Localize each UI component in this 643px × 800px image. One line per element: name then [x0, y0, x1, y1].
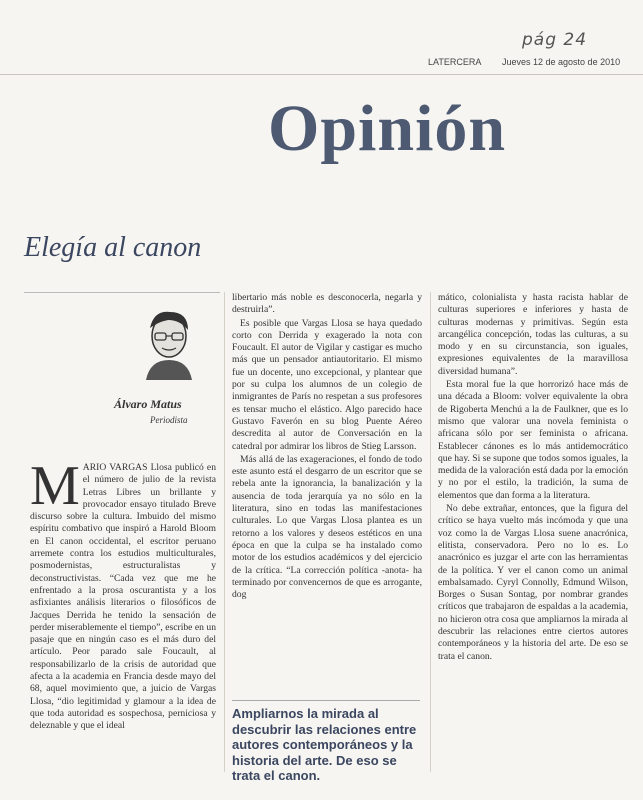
paragraph: ARIO VARGAS Llosa publicó en el número de julio de la revista Letras Libres un brillante y provocador ensayo titulado Breve discurso sobre la cultura. Imbuido del mismo espíritu combativo que inspiró a Harold Bloom en El canon occidental, el escritor peruano arremete contra los estudios multiculturales, posmodernistas, estructuralistas y deconstructivistas. “Cada vez que me he enfrentado a la prosa oscurantista y a los asfixiantes análisis literarios o filosóficos de Jacques Derrida he tenido la sensación de perder miserablemente el tiempo”, escribe en un pasaje que en ningún caso es el más duro del artículo. Peor parado sale Foucault, al responsabilizarlo de la crisis de autoridad que afecta a la academia en Francia desde mayo del 68, aquel movimiento que, a juicio de Vargas Llosa, “dio legitimidad y glamour a la idea de que toda autoridad es sospechosa, perniciosa y deleznable y que el ideal: [30, 462, 216, 732]
paragraph: No debe extrañar, entonces, que la figura del crítico se haya vuelto más incómoda y que una voz como la de Vargas Llosa suene anacrónica, elitista, conservadora. Pero no lo es. Lo anacrónico es juzgar el arte con las herramientas de la política. Y ver el canon como un animal embalsamado. Cyryl Connolly, Edmund Wilson, Borges o Susan Sontag, por nombrar grandes críticos que trabajaron de espaldas a la academia, no hicieron otra cosa que ampliarnos la mirada al descubrir las relaciones entre ciertos autores contemporáneos y la historia del arte. De eso se trata el canon.: [438, 503, 628, 662]
paragraph: libertario más noble es desconocerla, negarla y destruirla”.: [232, 292, 422, 316]
section-title: Opinión: [268, 92, 507, 165]
article-column-3: [438, 292, 628, 664]
column-divider: [430, 292, 431, 772]
handwritten-page-note: pág 24: [522, 30, 588, 50]
author-name: Álvaro Matus: [114, 397, 182, 411]
author-role: Periodista: [150, 415, 188, 425]
drop-cap: M: [30, 455, 80, 517]
pull-quote: Ampliarnos la mirada al descubrir las relaciones entre autores contemporáneos y la historia del arte. De eso se trata el canon.: [232, 706, 417, 783]
newspaper-name: LATERCERA: [428, 57, 482, 67]
issue-date: Jueves 12 de agosto de 2010: [502, 57, 621, 67]
article-column-1: [30, 455, 216, 734]
paragraph: Más allá de las exageraciones, el fondo de todo este asunto está el desgarro de un escritor que se rebela ante la ignorancia, la banalización y la ausencia de toda jerarquía ya no sólo en la literatura, sino en todas las manifestaciones culturales. Lo que Vargas Llosa plantea es un retorno a los valores y deseos estéticos en una época en que la culpa se ha instalado como motor de los estudios académicos y del ejercicio de la crítica. “La corrección política -anota- ha terminado por convencernos de que es arrogante, dog: [232, 453, 422, 601]
paragraph: Esta moral fue la que horrorizó hace más de una década a Bloom: volver equivalente la obra de Rigoberta Menchú a la de Faulkner, que es lo mismo que valorar una novela feminista o africana sólo por ser feminista o africana. Establecer cánones es lo más antidemocrático que hay. Si se supone que todos somos iguales, la medida de la valoración está dada por la emoción y no por el estilo, la tradición, la suma de elementos que dan forma a la literatura.: [438, 379, 628, 501]
article-title: Elegía al canon: [24, 232, 202, 263]
article-column-2: [232, 292, 422, 602]
paragraph: Es posible que Vargas Llosa se haya quedado corto con Derrida y exagerado la nota con Foucault. El autor de Vigilar y castigar es mucho más que un pensador antiautoritario. El mismo fue un docente, uno excepcional, y plantear que por su culpa los alumnos de un colegio de inmigrantes de París no respetan a sus profesores es tensar mucho el elástico. Algo parecido hace Gustavo Faverón en su blog Puente Aéreo descredita al autor de Conversación en la catedral por admirar los libros de Stieg Larsson.: [232, 317, 422, 452]
column-divider: [224, 292, 225, 772]
masthead-rule: [0, 74, 643, 75]
pullquote-rule: [232, 700, 420, 701]
paragraph: mático, colonialista y hasta racista hablar de culturas superiores e inferiores y hasta de culturas modernas y primitivas. Según esta arcangélica concepción, todas las culturas, a su modo y en su circunstancia, son iguales, expresiones equivalentes de la maravillosa diversidad humana”.: [438, 292, 628, 377]
author-portrait-icon: [140, 306, 198, 380]
